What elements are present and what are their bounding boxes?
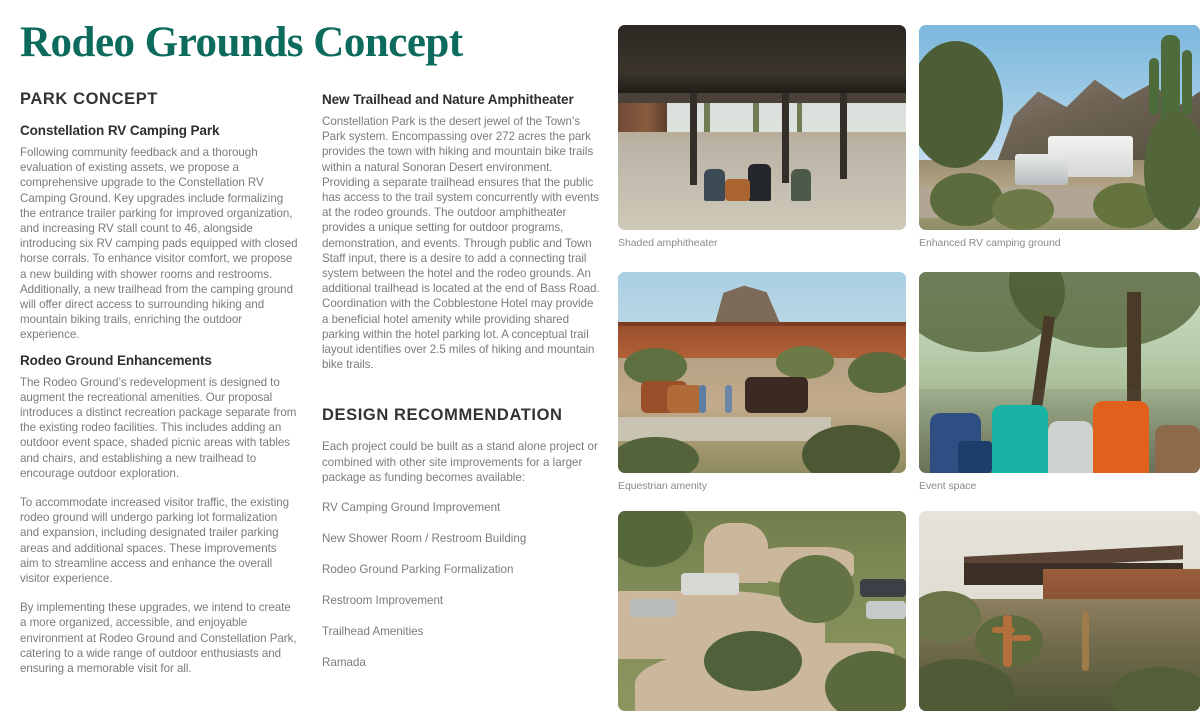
gallery-item-shaded-amphitheater (618, 25, 906, 249)
image-gallery (618, 25, 1200, 715)
paragraph-constellation-rv: Following community feedback and a thorough evaluation of existing assets, we propose a comprehensive upgrade to the Constellation RV Camping Ground. Key upgrades include formalizing the entrance trailer parking for improved organization, and increasing RV stall count to 46, alongside introducing six RV camping pads equipped with closed horse corrals. To enhance visitor comfort, we propose a new building with shower rooms and restrooms. Additionally, a new trailhead from the camping ground will offer direct access to surrounding hiking and mountain biking trails, enriching the outdoor experience. (20, 146, 298, 342)
list-item: Rodeo Ground Parking Formalization (322, 563, 514, 577)
gallery-item-event-space (919, 272, 1200, 492)
photo-event-space (919, 272, 1200, 473)
photo-shaded-amphitheater (618, 25, 906, 230)
paragraph-rodeo-enhancements-2: To accommodate increased visitor traffic, the existing rodeo ground will undergo parking lot formalization and expansion, including designated trailer parking areas and additional spaces. These improvements aim to streamline access and enhance the overall visitor experience. (20, 496, 290, 586)
subheading-constellation-rv-camping-park: Constellation RV Camping Park (20, 123, 220, 138)
caption-enhanced-rv-camping-ground: Enhanced RV camping ground (919, 237, 1061, 249)
section-heading-design-recommendation: DESIGN RECOMMENDATION (322, 406, 563, 425)
gallery-row-3 (618, 511, 1200, 718)
subheading-new-trailhead-nature-amphitheater: New Trailhead and Nature Amphitheater (322, 92, 574, 107)
gallery-row-1 (618, 25, 1200, 249)
paragraph-rodeo-enhancements-3: By implementing these upgrades, we intend to create a more organized, accessible, and enjoyable environment at Rodeo Ground and Constellation Park, catering to a wide range of outdoor enthusiasts and ensuring a memorable visit for all. (20, 601, 297, 676)
gallery-item-parking-and-access-road (618, 511, 906, 718)
photo-enhanced-rv-camping-ground (919, 25, 1200, 230)
gallery-item-equestrian-amenity (618, 272, 906, 492)
recommendation-list (322, 501, 600, 670)
caption-event-space: Event space (919, 480, 977, 492)
list-item: New Shower Room / Restroom Building (322, 532, 527, 546)
column-trailhead-and-recommendations (322, 90, 600, 686)
text-columns (20, 90, 600, 686)
page-title: Rodeo Grounds Concept (20, 19, 463, 66)
list-item: Trailhead Amenities (322, 625, 424, 639)
caption-equestrian-amenity: Equestrian amenity (618, 480, 707, 492)
gallery-item-enhanced-rv-camping-ground (919, 25, 1200, 249)
block-rodeo-ground-enhancements (20, 353, 298, 677)
photo-parking-and-access-road (618, 511, 906, 711)
caption-shaded-amphitheater: Shaded amphitheater (618, 237, 718, 249)
photo-ramada-shade-structure (919, 511, 1200, 711)
paragraph-recommendation-intro: Each project could be built as a stand alone project or combined with other site improvements for a larger package as funding becomes available: (322, 440, 598, 484)
section-heading-park-concept: PARK CONCEPT (20, 90, 158, 108)
list-item: RV Camping Ground Improvement (322, 501, 501, 515)
gallery-item-ramada-shade-structure (919, 511, 1200, 718)
list-item: Restroom Improvement (322, 594, 444, 608)
paragraph-rodeo-enhancements-1: The Rodeo Ground’s redevelopment is designed to augment the recreational amenities. Our proposal introduces a distinct recreation package separate from the existing rodeo facilities. This includes adding an outdoor event space, shaded picnic areas with tables and chairs, and establishing a new trailhead to encourage outdoor exploration. (20, 375, 297, 480)
subheading-rodeo-ground-enhancements: Rodeo Ground Enhancements (20, 352, 212, 368)
gallery-row-2 (618, 272, 1200, 492)
list-item: Ramada (322, 656, 366, 670)
paragraph-new-trailhead: Constellation Park is the desert jewel of the Town’s Park system. Encompassing over 272 acres the park provides the town with hiking and mountain bike trails within a natural Sonoran Desert environment. Providing a separate trailhead ensures that the public has access to the trail system concurrently with events at the rodeo grounds. The outdoor amphitheater provides a unique setting for outdoor programs, demonstration, and events. Through public and Town Staff input, there is a desire to add a connecting trail system between the hotel and the rodeo grounds. An additional trailhead is located at the end of Bass Road. Coordination with the Cobblestone Hotel may provide a beneficial hotel amenity while providing shared parking within the hotel parking lot. A conceptual trail layout identifies over 2.5 miles of hiking and mountain bike trails. (322, 115, 600, 372)
column-park-concept (20, 90, 298, 686)
column-spacer (322, 386, 600, 406)
block-constellation-rv-camping-park (20, 123, 298, 343)
photo-equestrian-amenity (618, 272, 906, 473)
